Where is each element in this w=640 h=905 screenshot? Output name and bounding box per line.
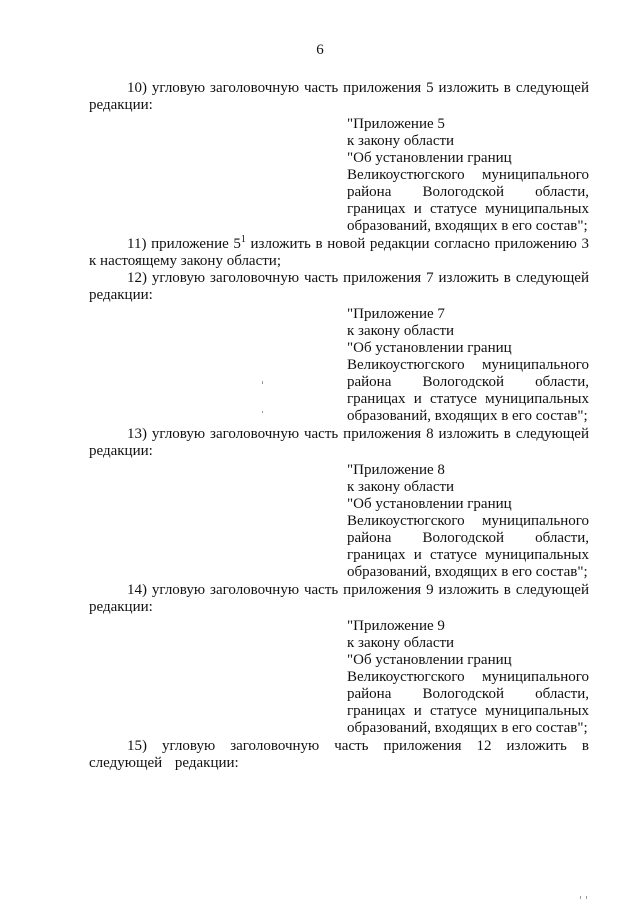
appendix-law-name-line: "Об установлении границ <box>347 496 512 512</box>
appendix-law-name-line: границах и статусе муниципальных <box>347 201 589 217</box>
appendix-law-name-line: Великоустюгского муниципального <box>347 669 589 685</box>
item-text-start: 11) приложение 5 <box>127 236 241 252</box>
scan-speck <box>586 896 587 899</box>
appendix-law-name-line: "Об установлении границ <box>347 150 512 166</box>
document-body <box>89 80 589 772</box>
appendix-header-7 <box>347 306 589 425</box>
appendix-law-ref: к закону области <box>347 323 455 339</box>
amendment-item-13: 13) угловую заголовочную часть приложения 8 изложить в следующей редакции: <box>89 426 589 459</box>
appendix-law-name-line: границах и статусе муниципальных <box>347 547 589 563</box>
appendix-title: "Приложение 7 <box>347 306 445 322</box>
amendment-item-10: 10) угловую заголовочную часть приложения 5 изложить в следующей редакции: <box>89 80 589 113</box>
appendix-law-ref: к закону области <box>347 479 455 495</box>
scan-speck <box>262 411 263 413</box>
appendix-law-name-line: "Об установлении границ <box>347 340 512 356</box>
appendix-law-name-line: района Вологодской области, <box>347 530 589 546</box>
appendix-header-9 <box>347 618 589 737</box>
appendix-law-name-line: района Вологодской области, <box>347 184 589 200</box>
appendix-law-name-line: района Вологодской области, <box>347 374 589 390</box>
amendment-item-12: 12) угловую заголовочную часть приложения 7 изложить в следующей редакции: <box>89 270 589 303</box>
amendment-item-14: 14) угловую заголовочную часть приложения 9 изложить в следующей редакции: <box>89 582 589 615</box>
appendix-header-5 <box>347 116 589 235</box>
appendix-law-name-line: образований, входящих в его состав"; <box>347 408 588 424</box>
appendix-law-name-line: границах и статусе муниципальных <box>347 703 589 719</box>
amendment-item-11 <box>89 236 589 270</box>
appendix-law-name-line: границах и статусе муниципальных <box>347 391 589 407</box>
scan-speck <box>580 896 581 899</box>
appendix-law-name-line: Великоустюгского муниципального <box>347 167 589 183</box>
appendix-law-name-line: образований, входящих в его состав"; <box>347 218 588 234</box>
appendix-law-name-line: "Об установлении границ <box>347 652 512 668</box>
appendix-law-name-line: района Вологодской области, <box>347 686 589 702</box>
appendix-law-name-line: образований, входящих в его состав"; <box>347 720 588 736</box>
appendix-header-8 <box>347 462 589 581</box>
appendix-title: "Приложение 5 <box>347 116 445 132</box>
appendix-law-name-line: образований, входящих в его состав"; <box>347 564 588 580</box>
superscript: 1 <box>240 234 246 245</box>
amendment-item-15: 15) угловую заголовочную часть приложения 12 изложить в следующей редакции: <box>89 738 589 771</box>
item-text-end: изложить в новой редакции согласно приложению 3 к настоящему закону области; <box>89 236 589 269</box>
appendix-title: "Приложение 9 <box>347 618 445 634</box>
appendix-law-ref: к закону области <box>347 635 455 651</box>
scan-speck <box>262 381 263 384</box>
appendix-law-name-line: Великоустюгского муниципального <box>347 357 589 373</box>
page-number: 6 <box>316 42 324 58</box>
appendix-title: "Приложение 8 <box>347 462 445 478</box>
appendix-law-ref: к закону области <box>347 133 455 149</box>
appendix-law-name-line: Великоустюгского муниципального <box>347 513 589 529</box>
